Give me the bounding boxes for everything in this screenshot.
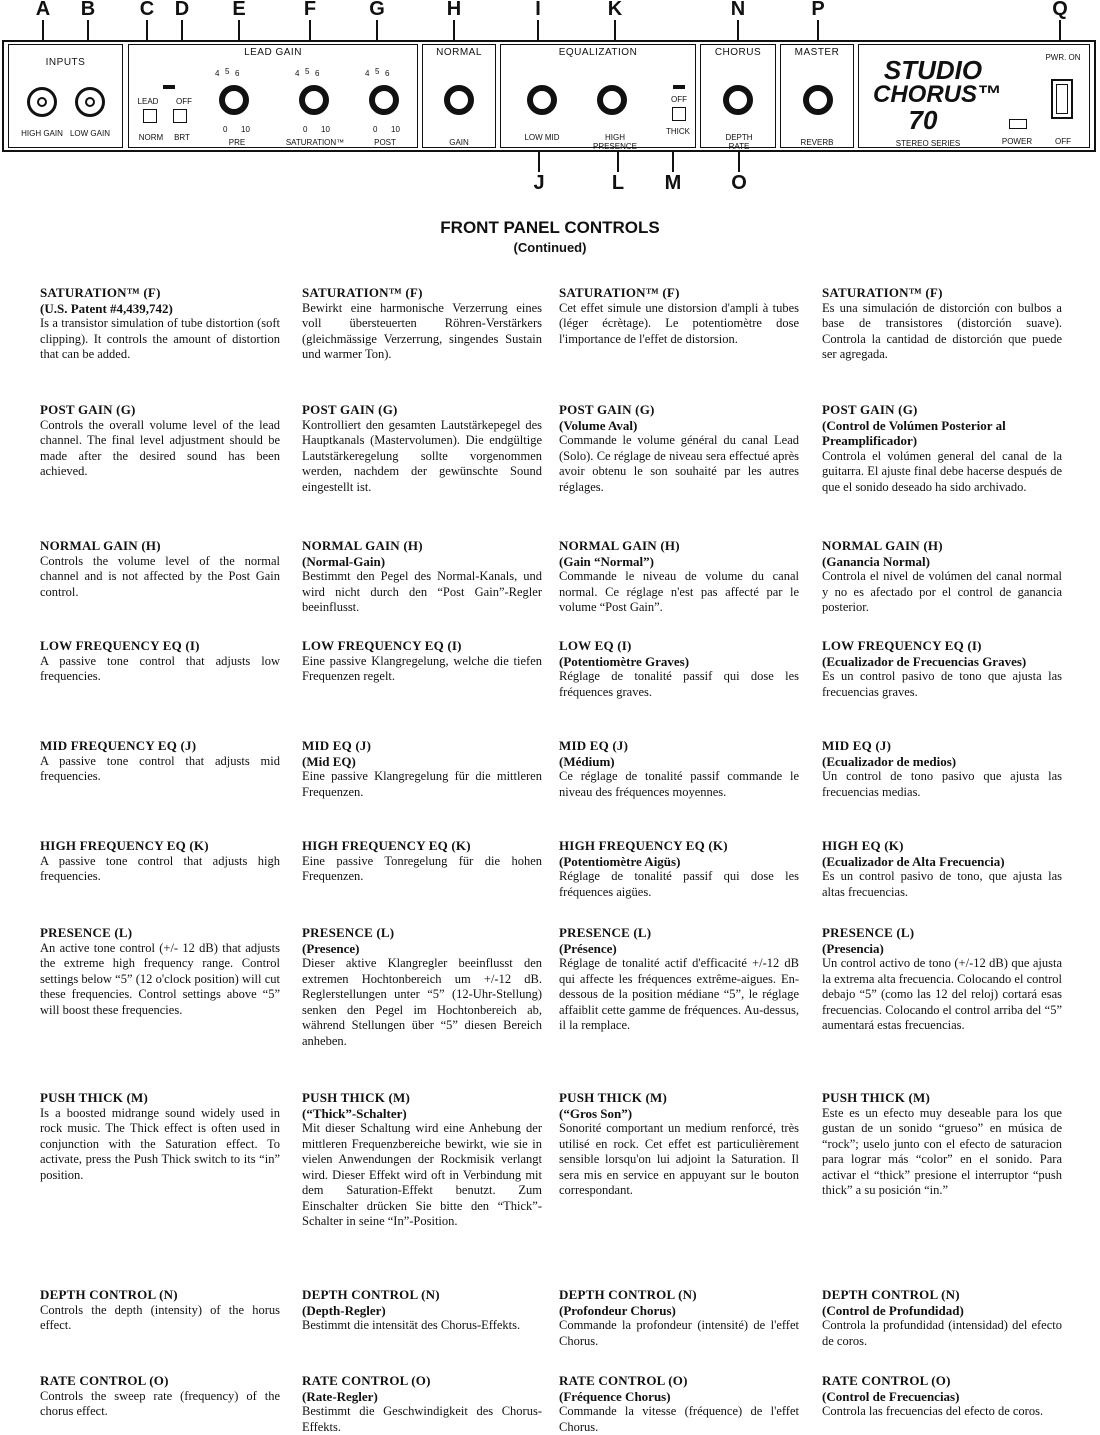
callout-tick bbox=[376, 20, 378, 42]
normal-title: NORMAL bbox=[436, 47, 482, 58]
callout-h: H bbox=[446, 0, 462, 20]
thick-label: THICK bbox=[666, 127, 690, 136]
entry-subtitle: (Ecualizador de Alta Frecuencia) bbox=[822, 853, 1005, 869]
callout-tick bbox=[309, 20, 311, 42]
entry-title: RATE CONTROL (O) bbox=[40, 1373, 169, 1388]
saturation-knob bbox=[299, 85, 329, 115]
callout-tick bbox=[181, 20, 183, 42]
entry-subtitle: (Présence) bbox=[559, 940, 617, 956]
callout-q: Q bbox=[1052, 0, 1068, 20]
entry-body: Ce réglage de tonalité passif commande le niveau des fréquences moyennes. bbox=[559, 769, 799, 799]
entry-body: Cet effet simule une distorsion d'ampli à tubes (léger écrètage). Le potentiomètre dose l'importance de l'effet de distorsion. bbox=[559, 300, 799, 346]
logo-section bbox=[858, 44, 1090, 148]
entry-body: Un control activo de tono (+/-12 dB) que ajusta la extrema alta frecuencia. Colocando el control debajo “5” (como las 12 del reloj) cortará esas frecuencias. Colocando el control arriba del “5” aumentará estas frecuencias. bbox=[822, 956, 1062, 1032]
callout-tick bbox=[1059, 20, 1061, 42]
scale-4: 4 bbox=[365, 69, 370, 78]
callout-d: D bbox=[174, 0, 190, 20]
control-entry bbox=[822, 838, 1062, 900]
entry-subtitle: (Mid EQ) bbox=[302, 753, 356, 769]
callout-n: N bbox=[730, 0, 746, 20]
entry-body: Eine passive Tonregelung für die hohen Frequenzen. bbox=[302, 853, 542, 883]
scale-5: 5 bbox=[305, 67, 310, 76]
entry-title: PRESENCE (L) bbox=[822, 925, 915, 940]
callout-tick bbox=[146, 20, 148, 42]
callout-p: P bbox=[811, 0, 825, 20]
entry-body: Controla el nivel de volúmen del canal normal y no es afectado por el control de ganancia posterior. bbox=[822, 569, 1062, 614]
entry-subtitle: (Presencia) bbox=[822, 940, 884, 956]
entry-title: LOW FREQUENCY EQ (I) bbox=[40, 638, 200, 653]
entry-title: HIGH FREQUENCY EQ (K) bbox=[302, 838, 471, 853]
entry-title: DEPTH CONTROL (N) bbox=[302, 1287, 440, 1302]
entry-body: Controla las frecuencias del efecto de coros. bbox=[822, 1404, 1044, 1418]
control-entry bbox=[40, 1090, 280, 1183]
entry-title: SATURATION™ (F) bbox=[822, 285, 943, 300]
entry-title: PUSH THICK (M) bbox=[40, 1090, 149, 1105]
entry-body: Es una simulación de distorción con bulbos a base de transistores (distorción suave). Controla la cantidad de distorción que puede ser agregada. bbox=[822, 300, 1062, 361]
entry-title: NORMAL GAIN (H) bbox=[40, 538, 161, 553]
control-entry bbox=[302, 1373, 542, 1435]
entry-subtitle: (Profondeur Chorus) bbox=[559, 1302, 676, 1318]
control-entry bbox=[559, 925, 799, 1034]
depth-rate-knob bbox=[723, 85, 753, 115]
entry-body: Eine passive Klangregelung, welche die tiefen Frequenzen regelt. bbox=[302, 653, 542, 683]
scale-0: 0 bbox=[223, 125, 228, 134]
entry-body: Es un control pasivo de tono que ajusta las frecuencias graves. bbox=[822, 669, 1062, 699]
entry-body: Controla la profundidad (intensidad) del efecto de coros. bbox=[822, 1318, 1062, 1348]
entry-body: Este es un efecto muy deseable para los que gustan de un sonido “grueso” en música de “rock”; uselo junto con el efecto de saturacion para lograr más “color” en el sonido. Para activar el “thick” presione el interruptor “push thick” a su posición “in.” bbox=[822, 1105, 1062, 1197]
scale-0: 0 bbox=[303, 125, 308, 134]
lead-indicator-bar bbox=[163, 85, 175, 89]
entry-body: Bestimmt den Pegel des Normal-Kanals, und wird nicht durch den “Post Gain”-Regler beeinflusst. bbox=[302, 569, 542, 614]
entry-body: Kontrolliert den gesamten Lautstärkepegel des Hauptkanals (Mastervolumen). Die endgültige Lautstärkeregelung sollte vorgenommen werden, nachdem der gewünschte Sound eingestellt ist. bbox=[302, 417, 542, 494]
entry-subtitle: (U.S. Patent #4,439,742) bbox=[40, 300, 173, 316]
entry-title: RATE CONTROL (O) bbox=[302, 1373, 431, 1388]
entry-body: Un control de tono pasivo que ajusta las frecuencias medias. bbox=[822, 769, 1062, 799]
entry-title: POST GAIN (G) bbox=[302, 402, 398, 417]
equalization-section bbox=[500, 44, 696, 151]
control-entry bbox=[822, 925, 1062, 1034]
scale-10: 10 bbox=[241, 125, 250, 134]
entry-body: A passive tone control that adjusts high frequencies. bbox=[40, 853, 280, 883]
pre-label: PRE bbox=[228, 138, 246, 147]
control-entry bbox=[822, 1287, 1062, 1349]
entry-title: PRESENCE (L) bbox=[559, 925, 652, 940]
entry-title: MID EQ (J) bbox=[559, 738, 629, 753]
scale-10: 10 bbox=[321, 125, 330, 134]
entry-body: Controls the depth (intensity) of the horus effect. bbox=[40, 1302, 280, 1332]
callout-tick bbox=[538, 152, 540, 172]
entry-body: Controls the sweep rate (frequency) of the chorus effect. bbox=[40, 1388, 280, 1418]
control-entry bbox=[40, 402, 280, 480]
control-entry bbox=[302, 738, 542, 800]
control-entry bbox=[302, 638, 542, 685]
entry-subtitle: (“Thick”-Schalter) bbox=[302, 1105, 407, 1121]
control-entry bbox=[822, 1373, 1062, 1420]
scale-4: 4 bbox=[295, 69, 300, 78]
entry-title: POST GAIN (G) bbox=[40, 402, 136, 417]
logo-chorus: CHORUS™ bbox=[873, 81, 1002, 108]
entry-subtitle: (Control de Frecuencias) bbox=[822, 1388, 960, 1404]
inputs-title: INPUTS bbox=[45, 57, 86, 68]
callout-a: A bbox=[35, 0, 51, 20]
control-entry bbox=[559, 1373, 799, 1435]
entry-body: Commande le volume général du canal Lead (Solo). Ce réglage de niveau sera effectué après avoir obtenu le son souhaité par les autres réglages. bbox=[559, 433, 799, 494]
entry-body: Es un control pasivo de tono, que ajusta las altas frecuencias. bbox=[822, 869, 1062, 899]
control-entry bbox=[40, 538, 280, 600]
callout-m: M bbox=[664, 172, 682, 194]
entry-body: Bewirkt eine harmonische Verzerrung eines voll übersteuerten Röhren-Verstärkers (gleichmässige Verzerrung, singendes Sustain und warmer Ton). bbox=[302, 300, 542, 361]
callout-o: O bbox=[731, 172, 747, 194]
master-section bbox=[780, 44, 854, 148]
power-lamp bbox=[1009, 119, 1027, 129]
saturation-label: SATURATION™ bbox=[285, 138, 345, 147]
norm-label: NORM bbox=[138, 133, 164, 142]
entry-body: Réglage de tonalité passif qui dose les fréquences graves. bbox=[559, 669, 799, 699]
lead-gain-section bbox=[128, 44, 418, 148]
callout-g: G bbox=[369, 0, 385, 20]
scale-6: 6 bbox=[385, 69, 390, 78]
gain-label: GAIN bbox=[449, 138, 469, 147]
chorus-section bbox=[700, 44, 776, 151]
control-entry bbox=[40, 925, 280, 1018]
entry-title: RATE CONTROL (O) bbox=[559, 1373, 688, 1388]
callout-tick bbox=[817, 20, 819, 42]
low-gain-label: LOW GAIN bbox=[69, 129, 110, 138]
entry-title: LOW FREQUENCY EQ (I) bbox=[822, 638, 982, 653]
control-entry bbox=[822, 402, 1062, 495]
control-entry bbox=[822, 285, 1062, 363]
entry-body: Dieser aktive Klangregler beeinflusst den extremen Hochtonbereich um +/-12 dB. Reglerstellungen unter “5” (12-Uhr-Stellung) senken den Pegel im Hochtonbereich ab, während Stellungen über “5” diesen Bereich anheben. bbox=[302, 956, 542, 1048]
entry-body: Commande la vitesse (fréquence) de l'effet Chorus. bbox=[559, 1404, 799, 1434]
callout-e: E bbox=[232, 0, 246, 20]
scale-10: 10 bbox=[391, 125, 400, 134]
reverb-knob bbox=[803, 85, 833, 115]
control-entry bbox=[559, 838, 799, 900]
entry-title: POST GAIN (G) bbox=[822, 402, 918, 417]
bright-switch bbox=[173, 109, 187, 123]
entry-title: SATURATION™ (F) bbox=[559, 285, 680, 300]
pwr-on-label: PWR. ON bbox=[1045, 53, 1081, 62]
entry-subtitle: (Depth-Regler) bbox=[302, 1302, 386, 1318]
scale-4: 4 bbox=[215, 69, 220, 78]
master-title: MASTER bbox=[794, 47, 840, 58]
entry-subtitle: (Ganancia Normal) bbox=[822, 553, 930, 569]
entry-subtitle: (Rate-Regler) bbox=[302, 1388, 378, 1404]
entry-title: DEPTH CONTROL (N) bbox=[40, 1287, 178, 1302]
callout-tick bbox=[42, 20, 44, 42]
control-entry bbox=[40, 838, 280, 885]
entry-title: MID FREQUENCY EQ (J) bbox=[40, 738, 197, 753]
entry-body: An active tone control (+/- 12 dB) that adjusts the extreme high frequency range. Control settings below “5” (12 o'clock position) will cut these frequencies. Control settings above “5” will boost these frequencies. bbox=[40, 940, 280, 1017]
off-indicator-bar bbox=[673, 85, 685, 89]
low-mid-label: LOW MID bbox=[524, 133, 560, 142]
entry-title: HIGH EQ (K) bbox=[822, 838, 904, 853]
entry-subtitle: (Potentiomètre Graves) bbox=[559, 653, 690, 669]
entry-title: POST GAIN (G) bbox=[559, 402, 655, 417]
callout-i: I bbox=[535, 0, 541, 20]
stereo-series-label: STEREO SERIES bbox=[895, 139, 961, 148]
entry-body: Eine passive Klangregelung für die mittleren Frequenzen. bbox=[302, 769, 542, 799]
normal-section bbox=[422, 44, 496, 148]
scale-0: 0 bbox=[373, 125, 378, 134]
entry-body: A passive tone control that adjusts mid frequencies. bbox=[40, 753, 280, 783]
entry-subtitle: (Control de Volúmen Posterior al Preamplificador) bbox=[822, 417, 1006, 448]
logo-studio: STUDIO bbox=[883, 55, 983, 85]
control-entry bbox=[302, 402, 542, 495]
callout-k: K bbox=[607, 0, 623, 20]
control-entry bbox=[822, 738, 1062, 800]
pre-gain-knob bbox=[219, 85, 249, 115]
control-entry bbox=[559, 1287, 799, 1349]
low-mid-knob bbox=[527, 85, 557, 115]
amp-front-panel bbox=[2, 40, 1096, 152]
entry-body: Mit dieser Schaltung wird eine Anhebung der mittleren Frequenzbereiche bewirkt, wie sie in vielen Anwendungen der Rockmisik verlangt wird. Dieser Effekt wird oft in Verbindung mit dem Saturation-Effekt benutzt. Zum Einschalter drücken Sie bitte den “Thick”-Schalter in seine “In”-Position. bbox=[302, 1121, 542, 1228]
entry-body: Commande la profondeur (intensité) de l'effet Chorus. bbox=[559, 1318, 799, 1348]
callout-tick bbox=[238, 20, 240, 42]
entry-subtitle: (Control de Profundidad) bbox=[822, 1302, 964, 1318]
control-entry bbox=[302, 1090, 542, 1230]
scale-6: 6 bbox=[315, 69, 320, 78]
entry-title: PUSH THICK (M) bbox=[302, 1090, 411, 1105]
eq-title: EQUALIZATION bbox=[558, 47, 638, 58]
entry-body: Controls the overall volume level of the lead channel. The final level adjustment should be made after the desired sound has been achieved. bbox=[40, 417, 280, 478]
scale-5: 5 bbox=[375, 67, 380, 76]
entry-subtitle: (Ecualizador de medios) bbox=[822, 753, 957, 769]
control-entry bbox=[40, 638, 280, 685]
entry-title: HIGH FREQUENCY EQ (K) bbox=[559, 838, 728, 853]
entry-title: SATURATION™ (F) bbox=[302, 285, 423, 300]
high-gain-jack bbox=[27, 87, 57, 117]
entry-subtitle: (Ecualizador de Frecuencias Graves) bbox=[822, 653, 1027, 669]
control-entry bbox=[559, 402, 799, 495]
entry-body: Controla el volúmen general del canal de la guitarra. El ajuste final debe hacerse después de que el sonido deseado ha sido archivado. bbox=[822, 448, 1062, 494]
control-entry bbox=[822, 538, 1062, 616]
inputs-section bbox=[8, 44, 123, 148]
control-entry bbox=[822, 1090, 1062, 1199]
callout-tick bbox=[672, 152, 674, 172]
high-gain-label: HIGH GAIN bbox=[21, 129, 63, 138]
entry-subtitle: (Médium) bbox=[559, 753, 615, 769]
post-label: POST bbox=[374, 138, 396, 147]
control-entry bbox=[40, 1287, 280, 1334]
control-entry bbox=[302, 1287, 542, 1334]
control-entry bbox=[40, 738, 280, 785]
entry-title: PUSH THICK (M) bbox=[559, 1090, 668, 1105]
entry-title: MID EQ (J) bbox=[302, 738, 372, 753]
control-entry bbox=[559, 538, 799, 616]
control-entry bbox=[302, 925, 542, 1049]
callout-tick bbox=[87, 20, 89, 42]
entry-title: HIGH FREQUENCY EQ (K) bbox=[40, 838, 209, 853]
entry-body: Bestimmt die intensität des Chorus-Effekts. bbox=[302, 1318, 521, 1332]
callout-letters-top bbox=[0, 0, 1100, 40]
callout-b: B bbox=[80, 0, 96, 20]
chorus-title: CHORUS bbox=[714, 47, 762, 58]
lead-gain-title: LEAD GAIN bbox=[244, 47, 302, 58]
entry-body: Controls the volume level of the normal channel and is not affected by the Post Gain control. bbox=[40, 553, 280, 599]
entry-body: A passive tone control that adjusts low frequencies. bbox=[40, 653, 280, 683]
callout-c: C bbox=[139, 0, 155, 20]
entry-body: Sonorité comportant un medium renforcé, très utilisé en rock. Cet effet est particulièrement sensible lorsqu'on lui adjoint la Saturation. Il sera mis en service en appuyant sur le bouton correspondant. bbox=[559, 1121, 799, 1197]
control-entry bbox=[40, 1373, 280, 1420]
callout-j: J bbox=[533, 172, 545, 194]
control-entry bbox=[559, 285, 799, 347]
high-presence-knob bbox=[597, 85, 627, 115]
lead-label: LEAD bbox=[137, 97, 159, 106]
lead-norm-switch bbox=[143, 109, 157, 123]
entry-body: Is a boosted midrange sound widely used in rock music. The Thick effect is often used in conjunction with the Saturation effect. To activate, press the Push Thick switch to its “in” position. bbox=[40, 1105, 280, 1182]
normal-gain-knob bbox=[444, 85, 474, 115]
entry-title: NORMAL GAIN (H) bbox=[822, 538, 943, 553]
entry-title: LOW FREQUENCY EQ (I) bbox=[302, 638, 462, 653]
page-subheading: (Continued) bbox=[513, 240, 587, 255]
entry-title: PUSH THICK (M) bbox=[822, 1090, 931, 1105]
entry-subtitle: (Gain “Normal”) bbox=[559, 553, 654, 569]
control-entry bbox=[559, 638, 799, 700]
callout-f: F bbox=[303, 0, 317, 20]
high-presence-label: HIGH PRESENCE bbox=[592, 133, 637, 151]
entry-subtitle: (“Gros Son”) bbox=[559, 1105, 633, 1121]
entry-title: MID EQ (J) bbox=[822, 738, 892, 753]
entry-title: LOW EQ (I) bbox=[559, 638, 632, 653]
entry-body: Réglage de tonalité actif d'efficacité +/-12 dB qui affecte les fréquences extrême-aigues. En-dessous de la position médiane “5”, le réglage affaiblit cette gamme de fréquences. Au-dessus, il la remplace. bbox=[559, 956, 799, 1032]
control-entry bbox=[40, 285, 280, 363]
control-entry bbox=[302, 838, 542, 885]
entry-subtitle: (Normal-Gain) bbox=[302, 553, 386, 569]
entry-title: PRESENCE (L) bbox=[40, 925, 133, 940]
callout-l: L bbox=[611, 172, 625, 194]
callout-tick bbox=[617, 152, 619, 172]
entry-title: DEPTH CONTROL (N) bbox=[559, 1287, 697, 1302]
entry-title: SATURATION™ (F) bbox=[40, 285, 161, 300]
control-entry bbox=[559, 1090, 799, 1199]
eq-off-label: OFF bbox=[671, 95, 687, 104]
control-entry bbox=[302, 285, 542, 363]
push-thick-switch bbox=[672, 107, 686, 121]
scale-6: 6 bbox=[235, 69, 240, 78]
page-heading: FRONT PANEL CONTROLS bbox=[440, 218, 660, 237]
callout-tick bbox=[537, 20, 539, 42]
entry-body: Commande le niveau de volume du canal normal. Ce réglage n'est pas affecté par le volume “Post Gain”. bbox=[559, 569, 799, 614]
power-switch bbox=[1051, 79, 1073, 119]
depth-rate-label: DEPTH RATE bbox=[725, 133, 753, 151]
callout-tick bbox=[738, 152, 740, 172]
control-entry bbox=[559, 738, 799, 800]
control-entry bbox=[302, 538, 542, 616]
reverb-label: REVERB bbox=[800, 138, 834, 147]
scale-5: 5 bbox=[225, 67, 230, 76]
entry-title: RATE CONTROL (O) bbox=[822, 1373, 951, 1388]
entry-title: NORMAL GAIN (H) bbox=[559, 538, 680, 553]
entry-body: Réglage de tonalité passif qui dose les fréquences aigües. bbox=[559, 869, 799, 899]
entry-title: NORMAL GAIN (H) bbox=[302, 538, 423, 553]
control-entry bbox=[822, 638, 1062, 700]
post-gain-knob bbox=[369, 85, 399, 115]
pwr-off-label: OFF bbox=[1055, 137, 1071, 146]
entry-subtitle: (Volume Aval) bbox=[559, 417, 638, 433]
entry-title: PRESENCE (L) bbox=[302, 925, 395, 940]
logo-70: 70 bbox=[908, 105, 938, 135]
entry-title: DEPTH CONTROL (N) bbox=[822, 1287, 960, 1302]
callout-tick bbox=[737, 20, 739, 42]
power-label: POWER bbox=[1001, 137, 1033, 146]
off-label: OFF bbox=[176, 97, 192, 106]
entry-subtitle: (Potentiomètre Aigüs) bbox=[559, 853, 681, 869]
brt-label: BRT bbox=[174, 133, 190, 142]
callout-tick bbox=[453, 20, 455, 42]
entry-body: Is a transistor simulation of tube distortion (soft clipping). It controls the amount of distortion that can be added. bbox=[40, 316, 280, 361]
callout-tick bbox=[614, 20, 616, 42]
entry-body: Bestimmt die Geschwindigkeit des Chorus-Effekts. bbox=[302, 1404, 542, 1434]
entry-subtitle: (Presence) bbox=[302, 940, 360, 956]
entry-subtitle: (Fréquence Chorus) bbox=[559, 1388, 671, 1404]
low-gain-jack bbox=[75, 87, 105, 117]
